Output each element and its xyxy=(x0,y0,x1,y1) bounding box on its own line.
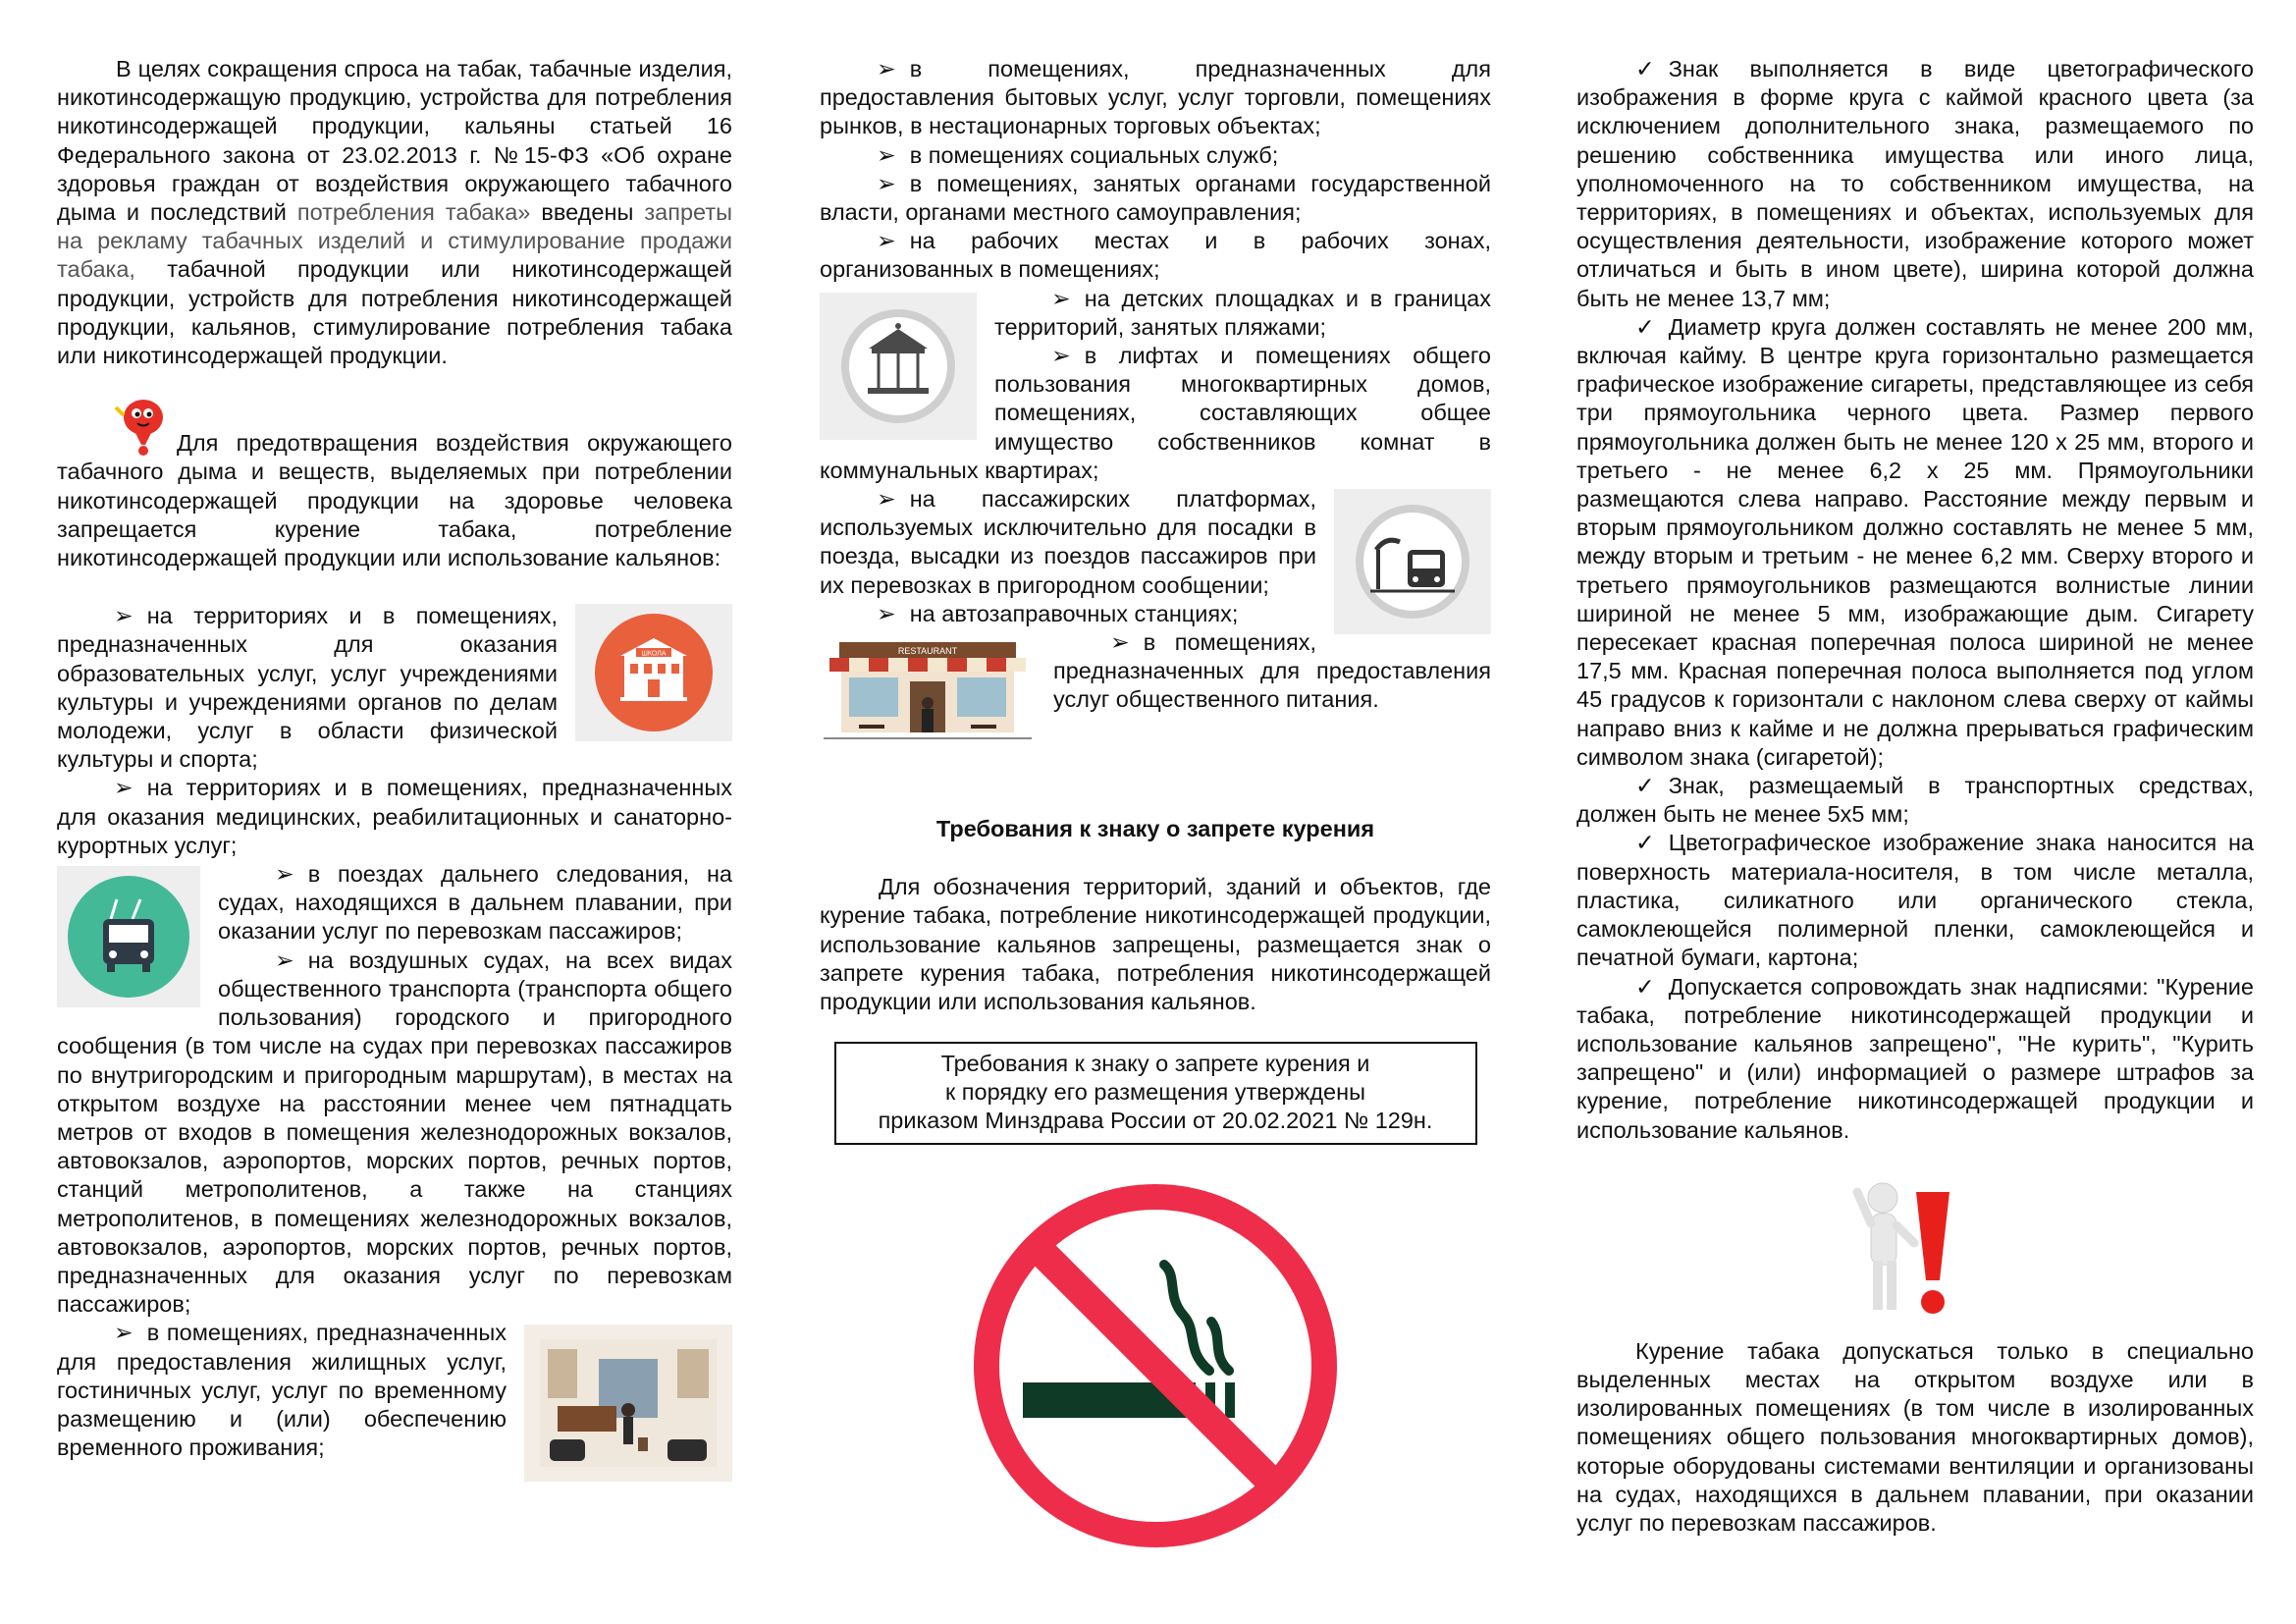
arrow-bullet-icon: ➢ xyxy=(1110,629,1130,656)
column-2 xyxy=(820,55,1491,1557)
exclamation-mascot-icon xyxy=(110,396,171,457)
col1-item-1: ➢ на территориях и в помещениях, предназначенных для оказания образовательных услуг, услуг учреждениями культуры и учреждениями органов по делам молодежи, услуг в области физической культуры и спорта; xyxy=(57,603,558,773)
arrow-bullet-icon: ➢ xyxy=(877,141,896,168)
arrow-bullet-icon: ➢ xyxy=(877,486,896,513)
col2-item-9: ➢ в помещениях, предназначенных для предоставления услуг общественного питания. xyxy=(1053,629,1491,713)
bus-stop-image xyxy=(1334,489,1491,634)
school-icon xyxy=(585,609,722,736)
arrow-bullet-icon: ➢ xyxy=(275,947,294,973)
order-line-2: к порядку его размещения утверждены xyxy=(944,1079,1365,1106)
check-bullet-icon: ✓ xyxy=(1635,830,1655,856)
arrow-bullet-icon: ➢ xyxy=(114,775,133,801)
arrow-bullet-icon: ➢ xyxy=(114,1320,133,1346)
hotel-lobby-icon xyxy=(530,1329,726,1477)
check-bullet-icon: ✓ xyxy=(1635,313,1655,340)
restaurant-sign-text: RESTAURANT xyxy=(897,646,958,657)
carousel-image xyxy=(820,293,977,440)
order-reference-box xyxy=(834,1042,1477,1145)
intro-gray-2: запреты на рекламу табачных изделий и стимулирование продажи табака, xyxy=(57,199,732,283)
no-smoking-sign xyxy=(964,1174,1347,1557)
col3-item-5: ✓ Допускается сопровождать знак надписями: "Курение табака, потребление никотинсодержащей продукции и использование кальянов запрещено", "Не курить", "Курить запрещено" и (или) информацией о размере штрафов за курение, потребление никотинсодержащей продукции и использование кальянов. xyxy=(1576,973,2254,1143)
check-bullet-icon: ✓ xyxy=(1635,973,1655,1000)
final-paragraph: Курение табака допускаться только в специально выделенных местах на открытом воздухе или в изолированных помещениях (в том числе в изолированных помещениях общего пользования многоквартирных домов), которые оборудованы системами вентиляции и организованы на судах, находящихся в дальнем плавании, при оказании услуг по перевозкам пассажиров. xyxy=(1576,1337,2254,1536)
sign-requirements-heading: Требования к знаку о запрете курения xyxy=(935,816,1375,842)
figure-exclamation-image xyxy=(1842,1163,1989,1329)
prevention-paragraph xyxy=(57,396,732,572)
bus-stop-icon xyxy=(1339,493,1486,630)
col3-item-1: ✓ Знак выполняется в виде цветографического изображения в форме круга с каймой красного цвета (за исключением дополнительного знака, размещаемого по решению собственника имущества или иного лица, уполномоченного на то собственником имущества, на территориях, в помещениях и объектах, используемых для осуществления деятельности, изображение которого может отличаться и быть в ином цвете), ширина которой должна быть не менее 13,7 мм; xyxy=(1576,56,2254,311)
sign-requirements-paragraph: Для обозначения территорий, зданий и объектов, где курение табака, потребление никотинсодержащей продукции, использование кальянов запрещены, размещается знак о запрете курения табака, потребления никотинсодержащей продукции или использования кальянов. xyxy=(820,874,1491,1015)
check-bullet-icon: ✓ xyxy=(1635,773,1655,799)
col1-item-5: ➢ в помещениях, предназначенных для предоставления жилищных услуг, гостиничных услуг, услуг по временному размещению и (или) обеспечению временного проживания; xyxy=(57,1320,507,1461)
school-image xyxy=(575,604,732,741)
column-3 xyxy=(1576,55,2254,1538)
col2-item-4: ➢ на рабочих местах и в рабочих зонах, организованных в помещениях; xyxy=(820,228,1491,283)
restaurant-image xyxy=(820,634,1036,752)
arrow-bullet-icon: ➢ xyxy=(877,228,896,254)
check-bullet-icon: ✓ xyxy=(1635,56,1655,81)
trolleybus-image xyxy=(57,866,200,1007)
arrow-bullet-icon: ➢ xyxy=(877,56,896,81)
col1-item-4: ➢ на воздушных судах, на всех видах общественного транспорта (транспорта общего пользования) городского и пригородного сообщения (в том числе на судах при перевозках пассажиров по внутригородским и пригородным маршрутам), в местах на открытом воздухе на расстоянии менее чем пятнадцать метров от входов в помещения железнодорожных вокзалов, автовокзалов, аэропортов, морских портов, речных портов, станций метрополитенов, а также на станциях метрополитенов, в помещениях железнодорожных вокзалов, автовокзалов, аэропортов, морских портов, речных портов, предназначенных для оказания услуг по перевозкам пассажиров; xyxy=(57,947,732,1318)
col3-item-2: ✓ Диаметр круга должен составлять не менее 200 мм, включая кайму. В центре круга горизонтально размещается графическое изображение сигареты, представляющее из себя три прямоугольника черного цвета. Размер первого прямоугольника должен быть не менее 120 х 25 мм, второго и третьего - не менее 6,2 х 25 мм. Прямоугольники размещаются слева направо. Расстояние между первым и вторым прямоугольником должно составлять не менее 5 мм, между вторым и третьим - не менее 6,2 мм. Сверху второго и третьего прямоугольников размещаются волнистые линии шириной не менее 5 мм, изображающие дым. Сигарету пересекает красная поперечная полоса шириной не менее 17,5 мм. Красная поперечная полоса выполняется под углом 45 градусов к горизонтали с наклоном слева сверху от каймы направо вниз к кайме и не должна прерываться графическим символом знака (сигаретой); xyxy=(1576,313,2254,770)
col2-item-6: ➢ в лифтах и помещениях общего пользования многоквартирных домов, помещениях, составляющих общее имущество собственников комнат в коммунальных квартирах; xyxy=(820,343,1491,483)
col2-item-2: ➢ в помещениях социальных служб; xyxy=(820,141,1491,170)
intro-text-a: В целях сокращения спроса на табак, табачные изделия, никотинсодержащую продукцию, устройства для потребления никотинсодержащей продукции, кальяны статьей 16 Федерального закона от 23.02.2013 г. №15-ФЗ «Об охране здоровья граждан от воздействия окружающего табачного дыма и последствий xyxy=(57,56,732,226)
arrow-bullet-icon: ➢ xyxy=(114,603,133,629)
figure-exclamation-icon xyxy=(1842,1163,1989,1329)
arrow-bullet-icon: ➢ xyxy=(877,170,896,196)
carousel-icon xyxy=(825,298,972,435)
intro-text-b: введены xyxy=(530,199,645,226)
intro-text-c: табачной продукции или никотинсодержащей продукции, устройств для потребления никотинсодержащей продукции, кальянов, стимулирование потребления табака или никотинсодержащей продукции. xyxy=(57,256,732,369)
col2-item-7: ➢ на пассажирских платформах, используемых исключительно для посадки в поезда, высадки из поездов пассажиров при их перевозках в пригородном сообщении; xyxy=(820,486,1316,598)
order-line-1: Требования к знаку о запрете курения и xyxy=(940,1051,1370,1077)
trolleybus-icon xyxy=(60,870,197,1003)
no-smoking-sign-icon xyxy=(964,1174,1347,1557)
intro-gray-1: потребления табака» xyxy=(296,199,531,226)
col3-item-4: ✓ Цветографическое изображение знака наносится на поверхность материала-носителя, в том числе металла, пластика, силикатного или органического стекла, самоклеющейся полимерной пленки, самоклеющейся и печатной бумаги, картона; xyxy=(1576,830,2254,971)
prevention-text: Для предотвращения воздействия окружающего табачного дыма и веществ, выделяемых при потреблении никотинсодержащей продукции на здоровье человека запрещается курение табака, потребление никотинсодержащей продукции или использование кальянов: xyxy=(57,430,732,571)
restaurant-icon xyxy=(820,634,1036,752)
arrow-bullet-icon: ➢ xyxy=(275,861,294,888)
col2-item-1: ➢ в помещениях, предназначенных для предоставления бытовых услуг, услуг торговли, помещениях рынков, в нестационарных торговых объектах; xyxy=(820,56,1491,139)
col1-item-3: ➢ в поездах дальнего следования, на судах, находящихся в дальнем плавании, при оказании услуг по перевозкам пассажиров; xyxy=(218,861,732,945)
arrow-bullet-icon: ➢ xyxy=(1051,343,1071,369)
col2-item-3: ➢ в помещениях, занятых органами государственной власти, органами местного самоуправления; xyxy=(820,170,1491,226)
intro-paragraph xyxy=(57,55,732,370)
col1-item-2: ➢ на территориях и в помещениях, предназначенных для оказания медицинских, реабилитационных и санаторно-курортных услуг; xyxy=(57,775,732,858)
col3-item-3: ✓ Знак, размещаемый в транспортных средствах, должен быть не менее 5х5 мм; xyxy=(1576,773,2254,828)
column-1 xyxy=(57,55,732,1488)
arrow-bullet-icon: ➢ xyxy=(1051,285,1071,311)
col2-item-8: ➢ на автозаправочных станциях; xyxy=(820,600,1491,628)
school-sign-text: ШКОЛА xyxy=(641,650,667,658)
arrow-bullet-icon: ➢ xyxy=(877,600,896,626)
hotel-image xyxy=(524,1325,732,1482)
order-line-3: приказом Минздрава России от 20.02.2021 № 129н. xyxy=(878,1108,1433,1134)
col2-item-5: ➢ на детских площадках и в границах территорий, занятых пляжами; xyxy=(994,285,1491,340)
